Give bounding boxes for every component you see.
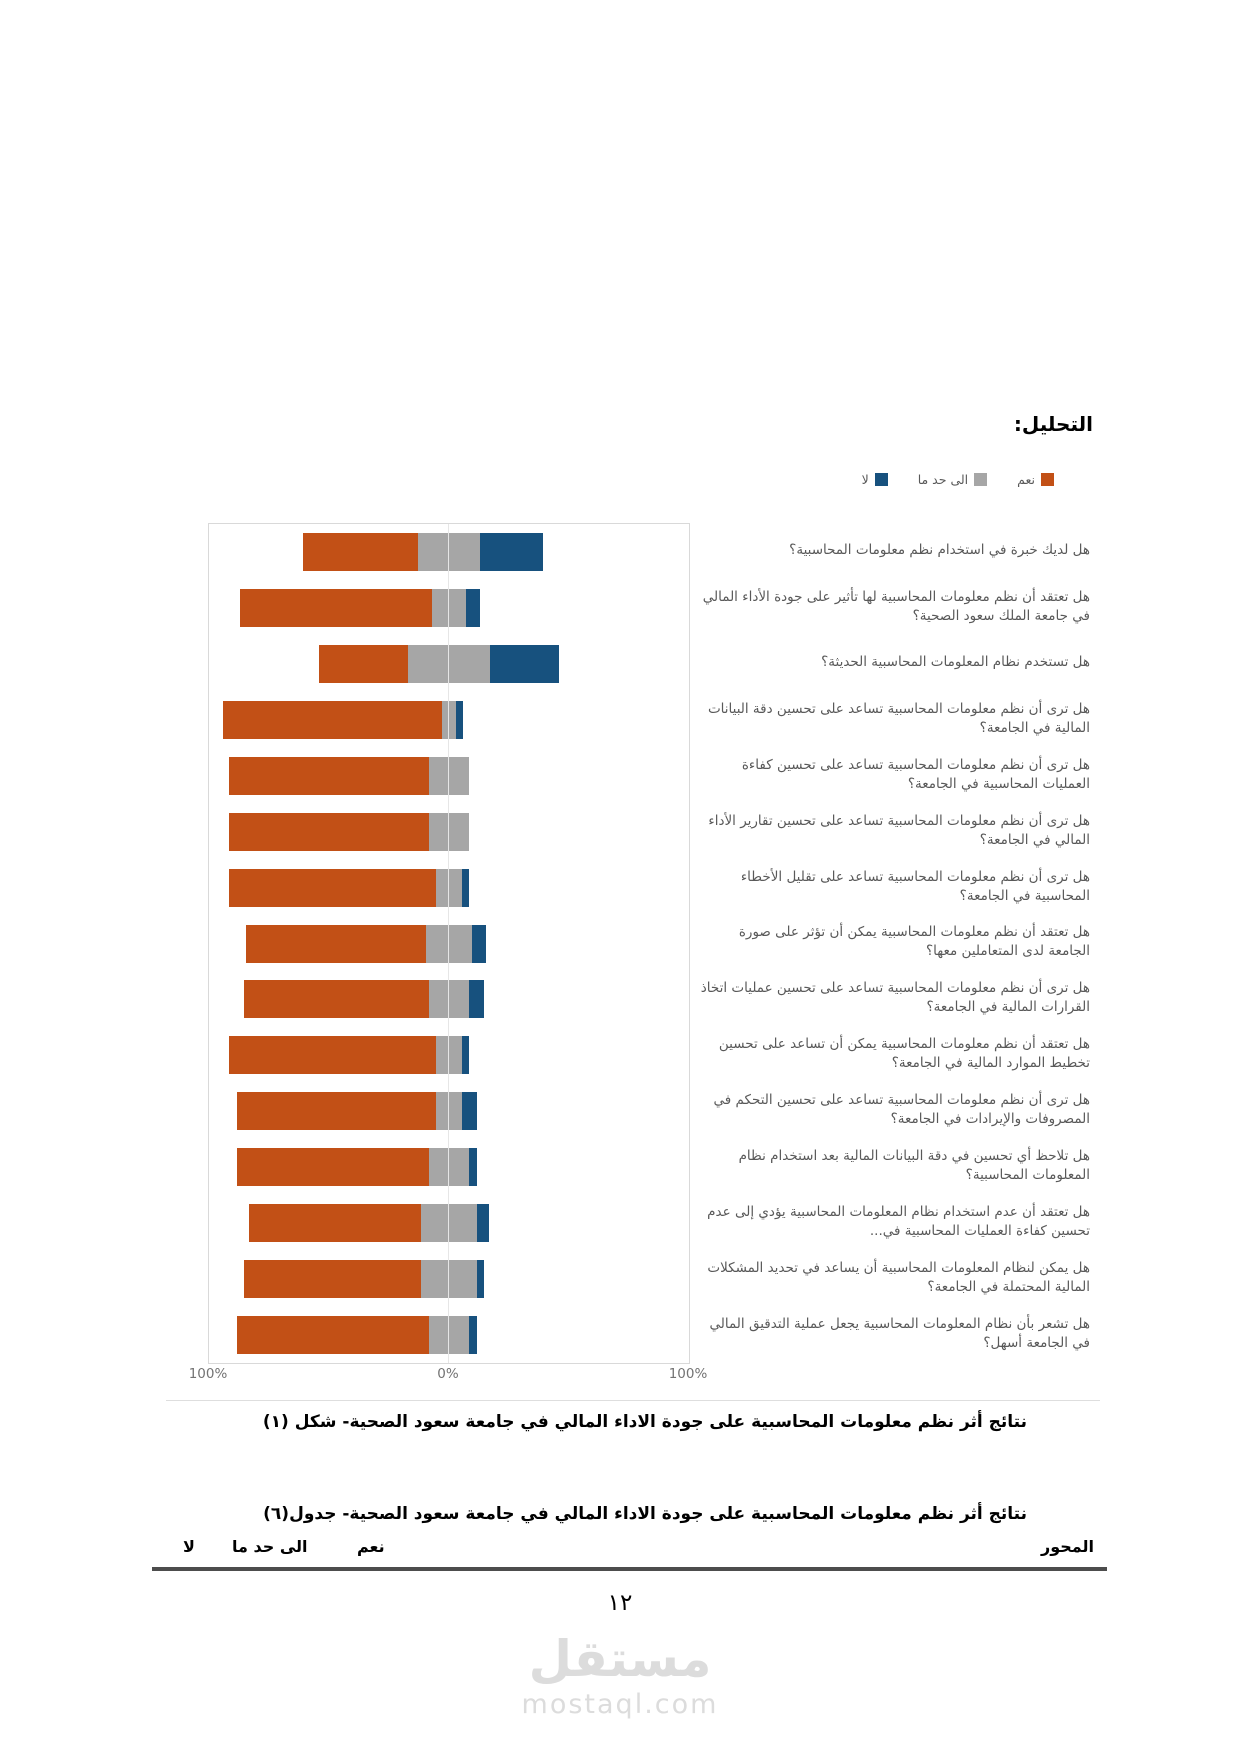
category-label [700,1082,1090,1138]
bar-row [209,1195,689,1251]
category-label-text: هل تلاحظ أي تحسين في دقة البيانات المالية بعد استخدام نظام المعلومات المحاسبية؟ [738,1148,1090,1184]
bar-segment-no [490,645,560,683]
category-label [700,579,1090,635]
category-label [700,1250,1090,1306]
table-header-rule [152,1567,1107,1571]
bar-segment-yes [229,1036,435,1074]
bar-segment-yes [229,757,428,795]
bar-segment-yes [246,925,426,963]
legend-label: الى حد ما [917,472,969,487]
category-label [700,747,1090,803]
category-label-text: هل تستخدم نظام المعلومات المحاسبية الحديثة؟ [821,654,1090,671]
bar-row [209,580,689,636]
plot-area [208,523,690,1364]
bar-row [209,692,689,748]
table-caption: نتائج أثر نظم معلومات المحاسبية على جودة الاداء المالي في جامعة سعود الصحية- جدول(٦) [263,1504,1027,1524]
legend-item-0 [1017,472,1054,487]
bar-segment-yes [229,869,435,907]
legend-label: لا [861,472,869,487]
category-label [700,859,1090,915]
category-label [700,1138,1090,1194]
category-label-text: هل ترى أن نظم معلومات المحاسبية تساعد على تقليل الأخطاء المحاسبية في الجامعة؟ [740,868,1090,904]
category-label-text: هل تشعر بأن نظام المعلومات المحاسبية يجعل عملية التدقيق المالي في الجامعة أسهل؟ [709,1315,1090,1351]
bar-segment-yes [319,645,408,683]
watermark-logo: مستقل [528,1630,712,1688]
bar-segment-no [469,980,483,1018]
section-heading: التحليل: [1013,412,1093,436]
legend-item-1 [918,472,987,487]
category-label [700,691,1090,747]
bar-segment-yes [229,813,428,851]
bar-row [209,1027,689,1083]
bar-segment-no [462,1036,469,1074]
table-header-yes: نعم [357,1537,385,1556]
category-label [700,635,1090,691]
bar-segment-yes [244,980,429,1018]
bar-row [209,1307,689,1363]
legend-swatch-icon [1041,473,1054,486]
x-axis-tick-left: 100% [188,1366,228,1382]
category-label-text: هل ترى أن نظم معلومات المحاسبية تساعد على تحسين تقارير الأداء المالي في الجامعة؟ [708,812,1090,848]
category-label-text: هل تعتقد أن نظم معلومات المحاسبية لها تأثير على جودة الأداء المالي في جامعة الملك سعود الصحية؟ [702,588,1090,624]
category-label-text: هل ترى أن نظم معلومات المحاسبية تساعد على تحسين التحكم في المصروفات والإيرادات في الجامعة؟ [713,1092,1090,1128]
bar-row [209,1251,689,1307]
bar-row [209,804,689,860]
category-label [700,1194,1090,1250]
category-label [700,970,1090,1026]
bar-segment-no [466,589,480,627]
chart-figure [150,460,1098,1402]
bar-segment-no [480,533,542,571]
bar-segment-no [456,701,463,739]
figure-caption: نتائج أثر نظم معلومات المحاسبية على جودة الاداء المالي في جامعة سعود الصحية- شكل (١) [262,1412,1027,1432]
category-label [700,1306,1090,1362]
table-header-some: الى حد ما [232,1537,308,1556]
bar-segment-yes [240,589,432,627]
category-label-text: هل تعتقد أن عدم استخدام نظام المعلومات المحاسبية يؤدي إلى عدم تحسين كفاءة العمليات المحاسبية في... [707,1204,1090,1240]
x-axis-tick-center: 0% [437,1366,459,1382]
category-label-text: هل ترى أن نظم معلومات المحاسبية تساعد على تحسين عمليات اتخاذ القرارات المالية في الجامعة؟ [700,980,1090,1016]
page-number: ١٢ [607,1590,633,1616]
category-label [700,915,1090,971]
bar-segment-yes [237,1092,436,1130]
bar-segment-yes [223,701,441,739]
bar-segment-no [469,1316,476,1354]
bar-row [209,1083,689,1139]
bar-row [209,636,689,692]
bar-segment-no [472,925,486,963]
category-label-text: هل ترى أن نظم معلومات المحاسبية تساعد على تحسين دقة البيانات المالية في الجامعة؟ [707,700,1090,736]
zero-gridline [448,524,449,1363]
category-label-text: هل تعتقد أن نظم معلومات المحاسبية يمكن أن تؤثر على صورة الجامعة لدى المتعاملين معها؟ [738,924,1090,960]
bar-segment-no [462,1092,476,1130]
legend-label: نعم [1017,472,1035,487]
bar-row [209,1139,689,1195]
bar-segment-yes [303,533,418,571]
chart-legend [862,472,1054,487]
bar-segment-no [477,1204,489,1242]
category-label [700,803,1090,859]
table-header-mehwar: المحور [1041,1537,1094,1556]
x-axis-tick-right: 100% [668,1366,708,1382]
legend-swatch-icon [875,473,888,486]
bar-row [209,916,689,972]
category-label-text: هل ترى أن نظم معلومات المحاسبية تساعد على تحسين كفاءة العمليات المحاسبية في الجامعة؟ [741,756,1090,792]
bar-row [209,971,689,1027]
legend-item-2 [862,472,888,487]
bar-segment-no [462,869,469,907]
category-label [700,523,1090,579]
watermark [0,1632,1240,1720]
bar-row [209,524,689,580]
bar-row [209,748,689,804]
figure-divider [166,1400,1100,1401]
bar-segment-yes [244,1260,422,1298]
bar-segment-yes [237,1148,429,1186]
category-label-text: هل تعتقد أن نظم معلومات المحاسبية يمكن أن تساعد على تحسين تخطيط الموارد المالية في الجامعة؟ [718,1036,1090,1072]
bar-segment-yes [249,1204,422,1242]
legend-swatch-icon [974,473,987,486]
watermark-domain: mostaql.com [521,1689,719,1720]
bar-row [209,860,689,916]
table-header-no: لا [183,1537,195,1556]
category-label-text: هل لديك خبرة في استخدام نظم معلومات المحاسبية؟ [789,542,1090,559]
bar-segment-no [477,1260,484,1298]
bar-segment-yes [237,1316,429,1354]
category-label [700,1026,1090,1082]
category-label-text: هل يمكن لنظام المعلومات المحاسبية أن يساعد في تحديد المشكلات المالية المحتملة في الجامعة؟ [707,1260,1090,1296]
bar-segment-no [469,1148,476,1186]
